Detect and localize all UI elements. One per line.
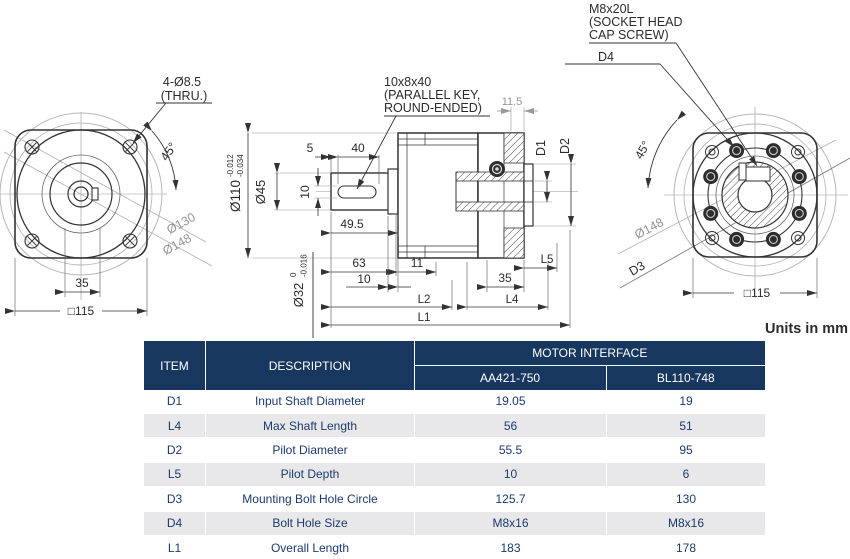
table-row bbox=[144, 437, 765, 461]
dim-11: 11 bbox=[410, 256, 424, 270]
header-motor-interface-group bbox=[414, 341, 765, 390]
svg-text:-0.016: -0.016 bbox=[299, 254, 309, 277]
row-description: Overall Length bbox=[205, 537, 414, 559]
front-dia148-label: Ø148 bbox=[160, 230, 194, 259]
rear-dia148-label: Ø148 bbox=[632, 215, 666, 242]
table-row bbox=[144, 535, 765, 559]
front-dia130-label: Ø130 bbox=[164, 209, 198, 238]
dim-11-5: 11.5 bbox=[501, 96, 523, 108]
dim-key-10: 10 bbox=[298, 185, 312, 199]
dim-35: 35 bbox=[498, 271, 512, 285]
rear-angle-label: 45° bbox=[631, 138, 654, 162]
row-description: Input Shaft Diameter bbox=[205, 390, 414, 412]
row-description: Pilot Depth bbox=[205, 463, 414, 485]
front-bolt-callout: 4-Ø8.5 bbox=[162, 75, 202, 89]
header-col-bl110-748: BL110-748 bbox=[606, 366, 765, 390]
header-motor-interface: MOTOR INTERFACE bbox=[415, 341, 765, 366]
row-value-bl110: 130 bbox=[606, 488, 765, 510]
front-view bbox=[0, 103, 212, 316]
rear-clamp-slot bbox=[739, 163, 746, 180]
front-dim-square: □115 bbox=[67, 304, 95, 318]
row-description: Max Shaft Length bbox=[205, 414, 414, 436]
front-view-labels bbox=[68, 75, 207, 318]
spec-table-body bbox=[144, 390, 765, 559]
key-callout-2: (PARALLEL KEY, bbox=[384, 88, 481, 102]
dim-5: 5 bbox=[306, 141, 314, 155]
rear-D4-label: D4 bbox=[598, 50, 614, 64]
table-row bbox=[144, 510, 765, 534]
svg-text:Ø110: Ø110 bbox=[228, 179, 243, 213]
front-dim-35: 35 bbox=[75, 276, 89, 290]
svg-text:-0.012: -0.012 bbox=[226, 154, 235, 177]
svg-text:0: 0 bbox=[289, 272, 298, 277]
dim-L5: L5 bbox=[540, 254, 554, 266]
section-housing bbox=[398, 133, 478, 258]
row-description: Mounting Bolt Hole Circle bbox=[205, 488, 414, 510]
header-description: DESCRIPTION bbox=[205, 341, 414, 390]
svg-text:Ø32: Ø32 bbox=[291, 282, 306, 308]
row-item: D1 bbox=[166, 394, 183, 409]
rear-D3-label: D3 bbox=[626, 258, 648, 279]
units-label: Units in mm bbox=[765, 321, 848, 337]
dim-49-5: 49.5 bbox=[340, 217, 364, 231]
section-pilot-boss bbox=[524, 164, 533, 226]
key-callout-3: ROUND-ENDED) bbox=[384, 101, 482, 115]
row-item: D4 bbox=[166, 516, 183, 531]
row-value-aa421: 19.05 bbox=[414, 390, 606, 412]
front-keyway bbox=[92, 188, 98, 200]
dim-L1: L1 bbox=[417, 312, 431, 324]
dia-110-label bbox=[226, 154, 245, 212]
row-value-aa421: 125.7 bbox=[414, 488, 606, 510]
row-value-aa421: 55.5 bbox=[414, 439, 606, 461]
row-value-bl110: 51 bbox=[606, 414, 765, 436]
table-row bbox=[144, 412, 765, 436]
screw-callout-3: CAP SCREW) bbox=[589, 28, 669, 42]
dim-D1: D1 bbox=[534, 140, 548, 156]
row-item: D2 bbox=[166, 443, 183, 458]
row-value-aa421: 10 bbox=[414, 463, 606, 485]
dia-32-label bbox=[289, 254, 309, 308]
svg-text:-0.034: -0.034 bbox=[236, 154, 245, 177]
table-row bbox=[144, 486, 765, 510]
rear-keyway bbox=[746, 167, 770, 181]
front-bolt-callout-2: (THRU.) bbox=[160, 89, 208, 103]
row-value-bl110: 6 bbox=[606, 463, 765, 485]
dim-L2: L2 bbox=[417, 294, 431, 306]
header-col-aa421-750: AA421-750 bbox=[480, 371, 541, 385]
rear-dim-square: □115 bbox=[743, 286, 771, 300]
dim-40: 40 bbox=[351, 141, 365, 155]
header-item: ITEM bbox=[160, 358, 189, 373]
screw-callout-2: (SOCKET HEAD bbox=[589, 15, 683, 29]
table-row bbox=[144, 461, 765, 485]
row-item: L1 bbox=[167, 540, 182, 555]
row-description: Bolt Hole Size bbox=[205, 512, 414, 534]
rear-view bbox=[565, 43, 850, 298]
row-value-bl110: 19 bbox=[606, 390, 765, 412]
dim-10: 10 bbox=[357, 272, 371, 286]
front-angle-label: 45° bbox=[157, 139, 180, 164]
dim-L4: L4 bbox=[505, 294, 519, 306]
row-value-aa421: 56 bbox=[414, 414, 606, 436]
row-value-bl110: 178 bbox=[606, 537, 765, 559]
row-value-aa421: 183 bbox=[414, 537, 606, 559]
row-item: L4 bbox=[167, 418, 182, 433]
spec-table bbox=[144, 341, 765, 559]
screw-callout: M8x20L bbox=[589, 2, 634, 16]
row-value-bl110: 95 bbox=[606, 439, 765, 461]
row-description: Pilot Diameter bbox=[205, 439, 414, 461]
row-item: L5 bbox=[167, 467, 182, 482]
table-row bbox=[144, 390, 765, 412]
row-value-aa421: M8x16 bbox=[414, 512, 606, 534]
rear-bore bbox=[738, 178, 772, 212]
section-cap-screw bbox=[489, 161, 505, 177]
dia-45-label: Ø45 bbox=[253, 179, 268, 205]
key-callout: 10x8x40 bbox=[384, 75, 432, 89]
dim-D2: D2 bbox=[558, 138, 572, 154]
section-keyway-slot bbox=[338, 186, 376, 198]
row-value-bl110: M8x16 bbox=[606, 512, 765, 534]
dim-63: 63 bbox=[352, 256, 366, 270]
row-item: D3 bbox=[166, 491, 183, 506]
spec-table-header bbox=[144, 341, 765, 390]
